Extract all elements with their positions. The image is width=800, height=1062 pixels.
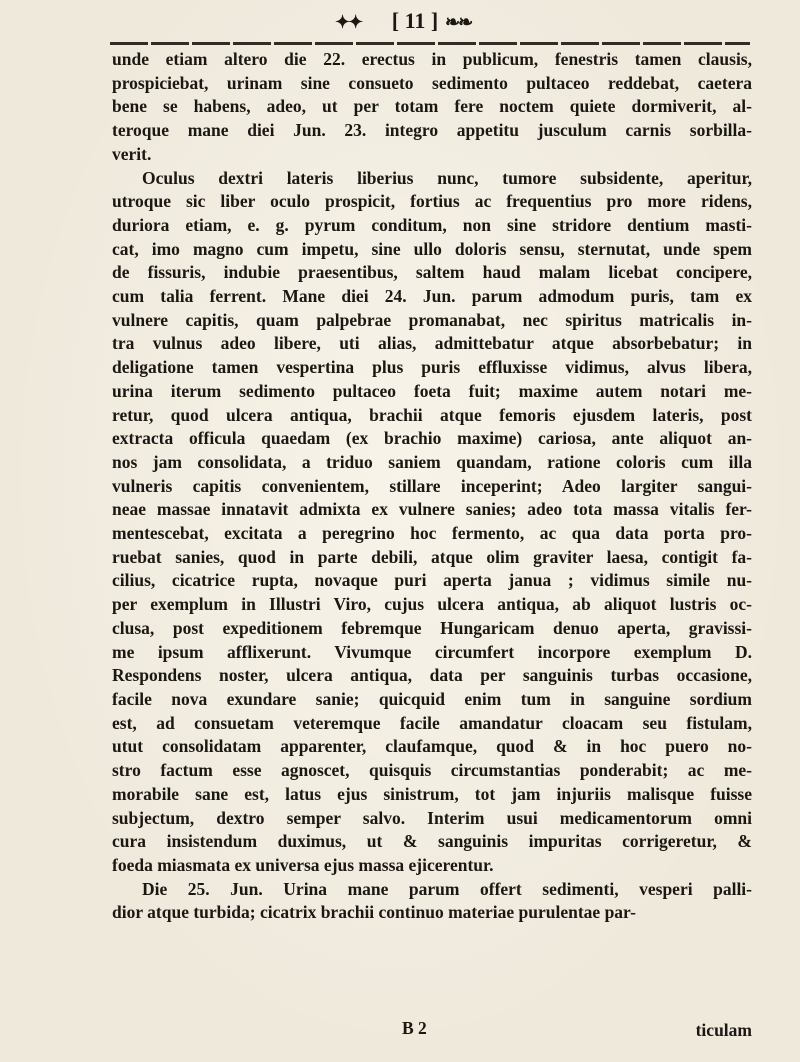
catchword: ticulam [695, 1020, 752, 1040]
header-rule [110, 42, 750, 45]
text-line: deligatione tamen vespertina plus puris effluxisse vidimus, alvus libera, [112, 357, 752, 378]
text-line: neae massae innatavit admixta ex vulnere sanies; adeo tota massa vitalis fer- [112, 499, 752, 520]
header-ornament-right: ❧❧ [445, 12, 472, 32]
body-text [112, 48, 752, 925]
page-footer [112, 1018, 752, 1044]
text-line: tra vulnus adeo libere, uti alias, admittebatur atque absorbebatur; in [112, 333, 752, 354]
text-line: me ipsum afflixerunt. Vivumque circumfert incorpore exemplum D. [112, 641, 752, 662]
text-line: nos jam consolidata, a triduo saniem quandam, ratione coloris cum illa [112, 451, 752, 472]
text-line: Respondens noster, ulcera antiqua, data per sanguinis turbas occasione, [112, 665, 752, 686]
text-line: mentescebat, excitata a peregrino hoc fermento, ac qua data porta pro- [112, 523, 752, 544]
text-line: per exemplum in Illustri Viro, cujus ulcera antiqua, ab aliquot lustris oc- [112, 594, 752, 615]
text-line: utroque sic liber oculo prospicit, fortius ac frequentius pro more ridens, [112, 191, 752, 212]
text-line: cura insistendum duximus, ut & sanguinis impuritas corrigeretur, & [112, 831, 752, 852]
text-line: Oculus dextri lateris liberius nunc, tumore subsidente, aperitur, [142, 167, 752, 188]
text-line: unde etiam altero die 22. erectus in publicum, fenestris tamen clausis, [112, 49, 752, 69]
text-line: cilius, cicatrice rupta, novaque puri aperta janua ; vidimus simile nu- [112, 570, 752, 591]
text-line: de fissuris, indubie praesentibus, saltem haud malam licebat concipere, [112, 262, 752, 283]
text-line: duriora etiam, e. g. pyrum conditum, non sine stridore dentium masti- [112, 214, 752, 235]
text-line: ruebat sanies, quod in parte debili, atque olim graviter laesa, contigit fa- [112, 546, 752, 567]
text-line: bene se habens, adeo, ut per totam fere noctem quiete dormiverit, al- [112, 96, 752, 117]
text-line: teroque mane diei Jun. 23. integro appetitu jusculum carnis sorbilla- [112, 120, 752, 141]
text-line: cum talia ferrent. Mane diei 24. Jun. parum admodum puris, tam ex [112, 286, 752, 307]
signature-mark: B 2 [402, 1018, 427, 1038]
text-line: utut consolidatam apparenter, claufamque, quod & in hoc puero no- [112, 736, 752, 757]
page-header [110, 8, 750, 36]
text-line: foeda miasmata ex universa ejus massa ejicerentur. [112, 854, 494, 875]
text-line: Die 25. Jun. Urina mane parum offert sedimenti, vesperi palli- [142, 878, 752, 899]
text-line: est, ad consuetam veteremque facile amandatur cloacam seu fistulam, [112, 712, 752, 733]
text-line: vulnere capitis, quam palpebrae promanabat, nec spiritus matricalis in- [112, 309, 752, 330]
text-line: subjectum, dextro semper salvo. Interim usui medicamentorum omni [112, 807, 752, 828]
page-number: [ 11 ] [391, 8, 439, 33]
text-line: clusa, post expeditionem febremque Hungaricam denuo aperta, gravissi- [112, 617, 752, 638]
text-line: verit. [112, 143, 152, 164]
text-line: morabile sane est, latus ejus sinistrum, tot jam injuriis malisque fuisse [112, 783, 752, 804]
text-line: stro factum esse agnoscet, quisquis circumstantias ponderabit; ac me- [112, 760, 752, 781]
text-line: extracta officula quaedam (ex brachio maxime) cariosa, ante aliquot an- [112, 428, 752, 449]
text-line: dior atque turbida; cicatrix brachii continuo materiae purulentae par- [112, 902, 636, 923]
text-line: prospiciebat, urinam sine consueto sedimento pultaceo reddebat, caetera [112, 72, 752, 93]
text-line: vulneris capitis convenientem, stillare inceperint; Adeo largiter sangui- [112, 475, 752, 496]
header-ornament-left: ✦✦ [335, 12, 362, 32]
text-line: cat, imo magno cum impetu, sine ullo doloris sensu, sternutat, unde spem [112, 238, 752, 259]
text-line: retur, quod ulcera antiqua, brachii atque femoris ejusdem lateris, post [112, 404, 752, 425]
text-line: facile nova exundare sanie; quicquid enim tum in sanguine sordium [112, 688, 752, 709]
text-line: urina iterum sedimento pultaceo foeta fuit; maxime autem notari me- [112, 380, 752, 401]
